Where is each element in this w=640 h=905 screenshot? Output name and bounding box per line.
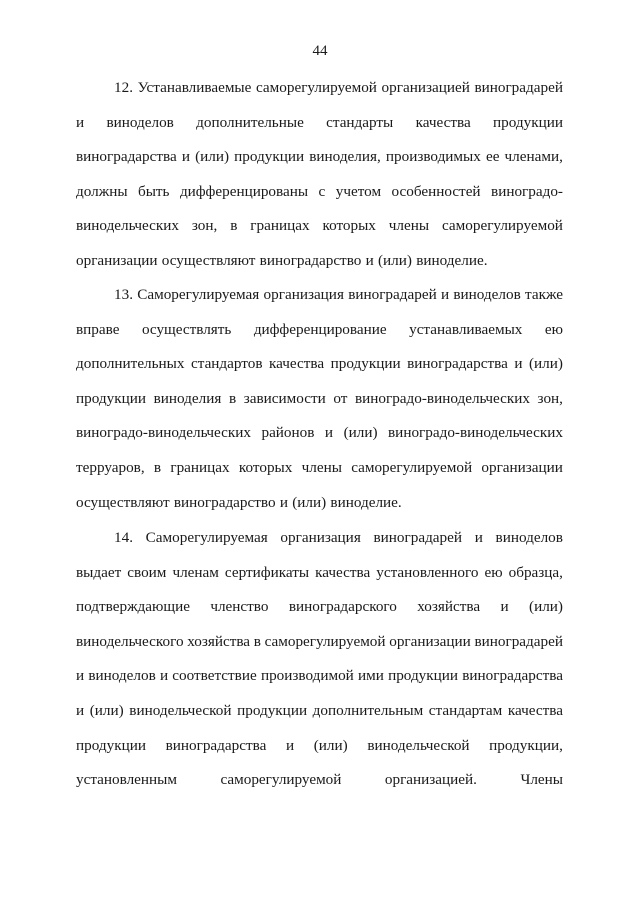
word: зон, bbox=[537, 389, 563, 407]
word: и bbox=[365, 251, 374, 269]
text-line bbox=[76, 209, 563, 244]
word: дополнительные bbox=[196, 113, 304, 131]
word: своим bbox=[127, 563, 167, 581]
word: организацией bbox=[381, 79, 470, 96]
text-line bbox=[76, 729, 563, 764]
word: вправе bbox=[76, 320, 120, 338]
word: виноградарства bbox=[462, 667, 563, 685]
word: саморегулируемой bbox=[220, 771, 342, 789]
word: и bbox=[285, 736, 295, 754]
word: установленным bbox=[76, 771, 177, 789]
word: терруаров, bbox=[76, 458, 145, 476]
word: и bbox=[500, 598, 509, 616]
word: стандартам bbox=[428, 701, 503, 719]
word: и bbox=[324, 424, 334, 442]
word: виноградарства bbox=[165, 736, 267, 754]
word: членам bbox=[172, 563, 219, 581]
word: виноделие. bbox=[330, 493, 402, 511]
word: границах bbox=[250, 217, 310, 235]
text-line bbox=[76, 625, 563, 660]
word: качества bbox=[507, 701, 563, 719]
word: и bbox=[279, 493, 288, 511]
word: и bbox=[76, 701, 85, 719]
word: организация bbox=[263, 286, 344, 303]
word: зависимости bbox=[243, 389, 326, 407]
word: винодельческой bbox=[367, 736, 470, 754]
word: которых bbox=[322, 217, 376, 235]
word: виноградарей bbox=[474, 632, 563, 650]
word: учетом bbox=[335, 182, 382, 200]
word: (или) bbox=[529, 598, 563, 616]
text-line bbox=[76, 694, 563, 729]
word: качества bbox=[415, 113, 471, 131]
word: устанавливаемых bbox=[409, 320, 523, 338]
word: в bbox=[228, 389, 237, 407]
word: хозяйства bbox=[417, 598, 481, 616]
word: виноградарство bbox=[173, 493, 276, 511]
word: и bbox=[474, 529, 483, 546]
text-line bbox=[76, 486, 563, 521]
word: и bbox=[514, 355, 523, 373]
word: виноградо- bbox=[491, 182, 563, 200]
word: продукции bbox=[493, 113, 563, 131]
word: и bbox=[181, 148, 190, 166]
word: виноградарей bbox=[474, 79, 563, 96]
word: качества bbox=[269, 355, 325, 373]
word: в bbox=[230, 217, 238, 235]
word: продукции bbox=[76, 389, 146, 407]
word: Саморегулируемая bbox=[145, 529, 268, 546]
word: саморегулируемой bbox=[256, 79, 377, 96]
word: виноградарство bbox=[259, 251, 362, 269]
word: 13. bbox=[114, 286, 133, 303]
word: осуществлять bbox=[141, 320, 232, 338]
word: виноделов bbox=[88, 667, 156, 685]
word: качества bbox=[315, 563, 371, 581]
word: продукции bbox=[76, 736, 146, 754]
word: выдает bbox=[76, 563, 122, 581]
word: виноделов bbox=[453, 286, 521, 303]
word: ею bbox=[484, 563, 503, 581]
word: продукции, bbox=[489, 736, 563, 754]
word: ими bbox=[358, 667, 384, 685]
word: Устанавливаемые bbox=[137, 79, 252, 96]
word: продукции bbox=[234, 148, 305, 166]
paragraph-14 bbox=[76, 521, 563, 798]
word: членами, bbox=[504, 148, 563, 166]
word: виноградарского bbox=[288, 598, 397, 616]
text-line bbox=[76, 347, 563, 382]
word: (или) bbox=[292, 493, 327, 511]
word: осуществляют bbox=[161, 251, 256, 269]
text-line bbox=[76, 244, 563, 279]
word: стандартов bbox=[191, 355, 263, 373]
word: с bbox=[318, 182, 326, 200]
word: стандарты bbox=[326, 113, 394, 131]
word: в bbox=[253, 632, 261, 650]
word: (или) bbox=[529, 355, 563, 373]
paragraph-12 bbox=[76, 71, 563, 279]
word: дифференцированы bbox=[179, 182, 309, 200]
paragraph-13 bbox=[76, 278, 563, 520]
word: членство bbox=[210, 598, 269, 616]
word: которых bbox=[238, 458, 293, 476]
text-line bbox=[76, 71, 563, 106]
word: также bbox=[525, 286, 563, 303]
word: члены bbox=[388, 217, 430, 235]
word: и bbox=[440, 286, 450, 303]
text-line bbox=[76, 521, 563, 556]
text-line bbox=[76, 590, 563, 625]
word: границах bbox=[170, 458, 230, 476]
word: винодельческой bbox=[129, 701, 232, 719]
word: 14. bbox=[114, 529, 133, 546]
word: ею bbox=[544, 320, 563, 338]
word: Саморегулируемая bbox=[137, 286, 260, 303]
word: (или) bbox=[378, 251, 412, 269]
word: (или) bbox=[89, 701, 124, 719]
text-line bbox=[76, 106, 563, 141]
word: виноградо-винодельческих bbox=[354, 389, 530, 407]
text-line bbox=[76, 278, 563, 313]
text-line bbox=[76, 313, 563, 348]
word: в bbox=[153, 458, 162, 476]
word: виноградо-винодельческих bbox=[76, 424, 251, 442]
word: (или) bbox=[343, 424, 378, 442]
word: продукции bbox=[330, 355, 401, 373]
word: хозяйства bbox=[187, 632, 251, 650]
text-line bbox=[76, 556, 563, 591]
text-line bbox=[76, 416, 563, 451]
word: сертификаты bbox=[224, 563, 310, 581]
word: образца, bbox=[508, 563, 563, 581]
word: виноградарства bbox=[407, 355, 508, 373]
word: виноделия bbox=[153, 389, 222, 407]
word: и bbox=[76, 667, 85, 685]
text-line bbox=[76, 175, 563, 210]
word: виноградарей bbox=[348, 286, 437, 303]
word: виноделов bbox=[495, 529, 563, 546]
word: дополнительных bbox=[76, 355, 185, 373]
word: производимых bbox=[385, 148, 481, 166]
word: саморегулируемой bbox=[264, 632, 386, 650]
word: и bbox=[159, 667, 169, 685]
text-line bbox=[76, 659, 563, 694]
word: производимой bbox=[260, 667, 354, 685]
word: подтверждающие bbox=[76, 598, 190, 616]
word: от bbox=[333, 389, 348, 407]
word: (или) bbox=[195, 148, 230, 166]
word: установленного bbox=[376, 563, 479, 581]
word: ее bbox=[485, 148, 500, 166]
text-line bbox=[76, 382, 563, 417]
word: должны bbox=[76, 182, 128, 200]
word: соответствие bbox=[172, 667, 257, 685]
word: организации bbox=[76, 251, 158, 269]
word: организацией. bbox=[384, 771, 477, 789]
word: быть bbox=[137, 182, 170, 200]
word: виноградарей bbox=[373, 529, 463, 546]
word: организации bbox=[481, 458, 563, 476]
word: продукции bbox=[388, 667, 459, 685]
word: районов bbox=[261, 424, 315, 442]
text-line bbox=[76, 451, 563, 486]
word: организации bbox=[389, 632, 471, 650]
word: виноделов bbox=[106, 113, 174, 131]
word: и bbox=[76, 113, 85, 131]
word: (или) bbox=[313, 736, 348, 754]
word: винодельческих bbox=[76, 217, 179, 235]
word: виноделия, bbox=[309, 148, 381, 166]
word: особенностей bbox=[391, 182, 481, 200]
text-line bbox=[76, 763, 563, 798]
word: зон, bbox=[191, 217, 218, 235]
word: виноделие. bbox=[416, 251, 488, 269]
word: Члены bbox=[520, 771, 563, 789]
word: саморегулируемой bbox=[441, 217, 563, 235]
word: члены bbox=[301, 458, 342, 476]
word: осуществляют bbox=[76, 493, 170, 511]
word: винодельческого bbox=[76, 632, 184, 650]
word: организация bbox=[280, 529, 361, 546]
word: дифференцирование bbox=[253, 320, 387, 338]
word: виноградарства bbox=[76, 148, 177, 166]
word: продукции bbox=[237, 701, 308, 719]
word: дополнительным bbox=[312, 701, 424, 719]
word: виноградо-винодельческих bbox=[388, 424, 563, 442]
word: 12. bbox=[114, 79, 133, 96]
page-number: 44 bbox=[312, 43, 328, 59]
text-line bbox=[76, 140, 563, 175]
word: саморегулируемой bbox=[351, 458, 473, 476]
